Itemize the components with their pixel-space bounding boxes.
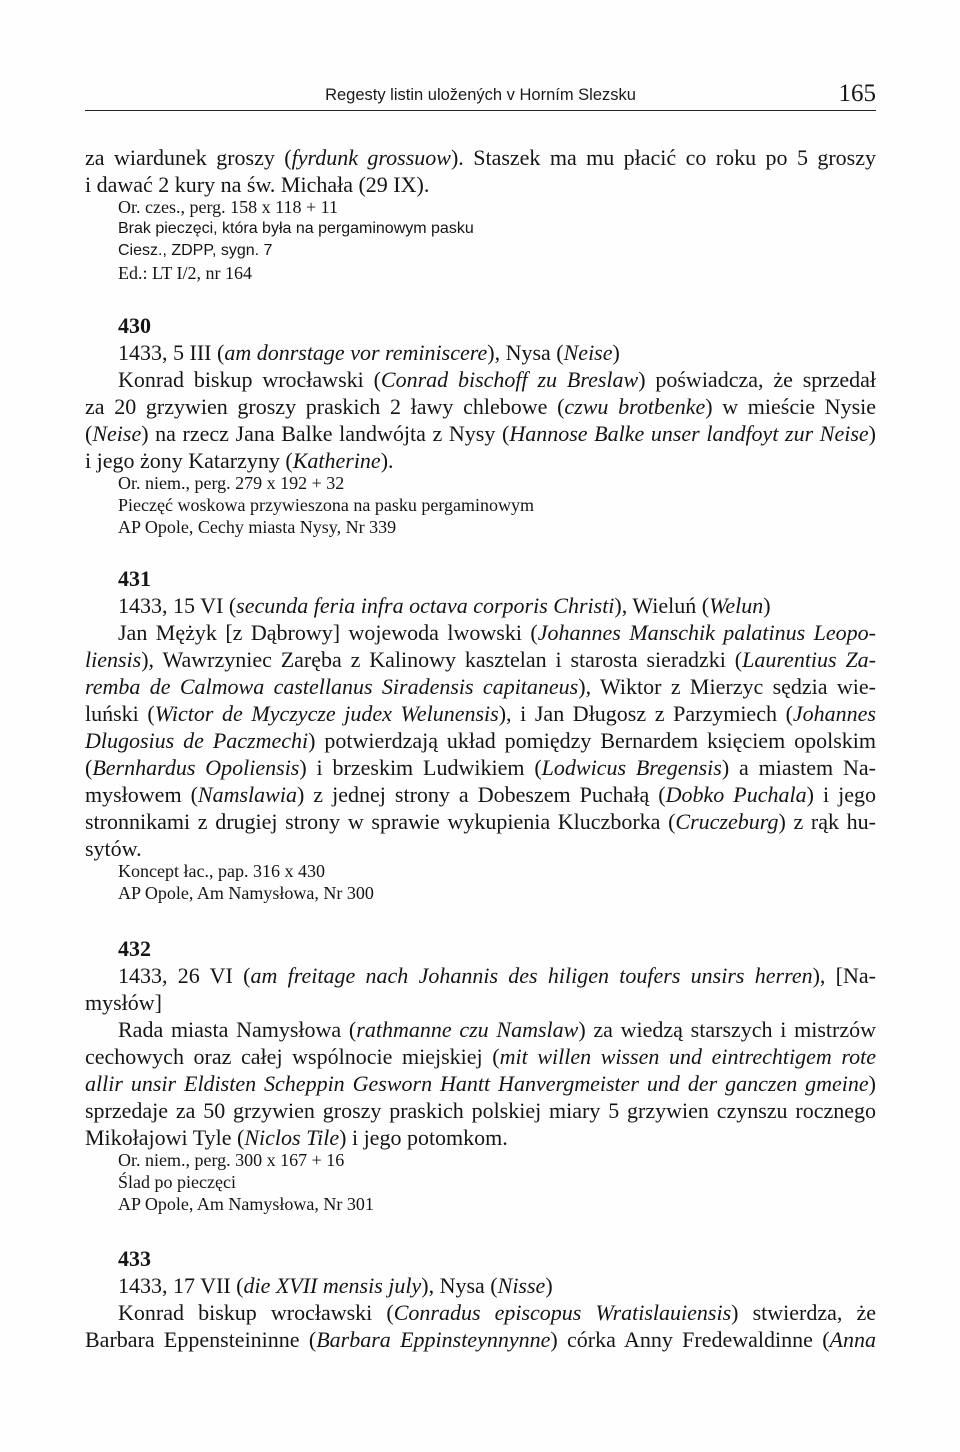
note-line: Ciesz., ZDPP, sygn. 7 [118,242,273,259]
text-line [85,447,876,474]
running-head [85,84,876,106]
text-segment: ). [380,447,394,473]
text-segment: ), Wieluń ( [614,592,710,618]
text-segment: ) [612,339,620,365]
archival-notes [85,1149,876,1215]
text-line [85,1124,876,1151]
running-title: Regesty listin uložených v Horním Slezsku [325,86,636,104]
text-segment: 1433, 17 VII ( [118,1272,244,1298]
text-segment: ), Nysa ( [487,339,564,365]
text-segment: ) córka Anny Fredewaldinne ( [550,1326,830,1352]
text-segment: ), Wiktor z Mierzyc sędzia wie- [578,673,876,699]
note-line: Ed.: LT I/2, nr 164 [118,263,252,283]
note-line: Or. niem., perg. 300 x 167 + 16 [118,1150,345,1170]
text-segment: ) i brzeskim Ludwikiem ( [299,754,542,780]
text-segment: stronnikami z drugiej strony w sprawie wykupienia Kluczborka ( [85,808,676,834]
original-language-quote: Neise [563,339,613,365]
text-line [85,1097,876,1124]
text-line [85,673,876,700]
text-segment: ) [545,1272,553,1298]
text-segment: 1433, 15 VI ( [118,592,237,618]
original-language-quote: Dlugosius de Paczmechi [85,727,309,753]
original-language-quote: Niclos Tile [244,1124,340,1150]
text-line [85,420,876,447]
original-language-quote: Lodwicus Bregensis [541,754,722,780]
text-line [85,646,876,673]
date-place-line [85,592,876,619]
text-segment: ) potwierdzają układ pomiędzy Bernardem księciem opolskim [308,727,876,753]
original-language-quote: secunda feria infra octava corporis Christi [236,592,615,618]
text-line [85,989,876,1016]
text-line [85,592,876,619]
date-place-line [85,962,876,1016]
text-segment: i dawać 2 kury na św. Michała (29 IX). [85,171,430,197]
text-segment: 1433, 5 III ( [118,339,225,365]
text-line [85,366,876,393]
entry-431 [85,565,876,905]
original-language-quote: remba de Calmowa castellanus Siradensis capitaneus [85,673,579,699]
original-language-quote: Bernhardus Opoliensis [92,754,300,780]
text-segment: ( [85,420,93,446]
regest-summary [85,144,876,198]
note-line: Or. niem., perg. 279 x 192 + 32 [118,473,345,493]
text-segment: za 20 grzywien groszy praskich 2 ławy chlebowe ( [85,393,565,419]
original-language-quote: liensis [85,646,142,672]
original-language-quote: die XVII mensis july [243,1272,422,1298]
text-line [85,393,876,420]
text-segment: Barbara Eppensteininne ( [85,1326,317,1352]
text-segment: ) za wiedzą starszych i mistrzów [578,1016,876,1042]
note-line: AP Opole, Am Namysłowa, Nr 300 [118,883,374,903]
text-line [85,1043,876,1070]
text-segment: Mikołajowi Tyle ( [85,1124,245,1150]
note-line: AP Opole, Cechy miasta Nysy, Nr 339 [118,517,397,537]
original-language-quote: Conradus episcopus Wratislauiensis [393,1299,732,1325]
text-line [85,754,876,781]
original-language-quote: Laurentius Za- [742,646,877,672]
original-language-quote: Barbara Eppinsteynnynne [316,1326,551,1352]
text-segment: cechowych oraz całej wspólnocie miejskiej ( [85,1043,500,1069]
date-place-line [85,339,876,366]
original-language-quote: Nisse [497,1272,546,1298]
text-segment: luński ( [85,700,155,726]
archival-notes [85,860,876,904]
original-language-quote: Welun [709,592,764,618]
text-segment: sprzedaje za 50 grzywien groszy praskich polskiej miary 5 grzywien czynszu rocznego [85,1097,876,1123]
entry-430 [85,312,876,539]
archival-notes [85,472,876,538]
original-language-quote: am freitage nach Johannis des hiligen toufers unsirs herren [250,962,813,988]
note-line: Or. czes., perg. 158 x 118 + 11 [118,197,338,217]
text-segment: mysłowem ( [85,781,198,807]
text-segment: ), [Na- [812,962,876,988]
regest-summary [85,1016,876,1151]
text-segment: ), Nysa ( [421,1272,498,1298]
text-segment: ) [868,1070,876,1096]
original-language-quote: rathmanne czu Namslaw [356,1016,579,1042]
text-line [85,727,876,754]
text-segment: ). Staszek ma mu płacić co roku po 5 groszy [450,144,877,170]
text-segment: ) w mieście Nysie [705,393,877,419]
original-language-quote: fyrdunk grossuow [291,144,451,170]
text-segment: ) z rąk hu- [778,808,876,834]
original-language-quote: Cruczeburg [675,808,779,834]
text-segment: ) poświadcza, że sprzedał [638,366,876,392]
note-line: Koncept łac., pap. 316 x 430 [118,861,325,881]
entry-number: 431 [118,565,151,591]
regest-summary [85,1299,876,1353]
text-segment: Rada miasta Namysłowa ( [118,1016,357,1042]
original-language-quote: allir unsir Eldisten Scheppin Gesworn Hantt Hanvergmeister und der ganczen gmeine [85,1070,869,1096]
text-segment: Jan Mężyk [z Dąbrowy] wojewoda lwowski ( [118,619,538,645]
page-number: 165 [838,80,876,107]
text-segment: ) stwierdza, że [731,1299,877,1325]
text-segment: ), i Jan Długosz z Parzymiech ( [498,700,793,726]
entry-number: 433 [118,1245,151,1271]
archival-notes [85,196,876,284]
date-place-line [85,1272,876,1299]
original-language-quote: Wictor de Myczycze judex Welunensis [154,700,499,726]
text-line [85,700,876,727]
text-segment: sytów. [85,835,142,861]
regest-summary [85,366,876,474]
original-language-quote: mit willen wissen und eintrechtigem rote [499,1043,876,1069]
note-line: Brak pieczęci, która była na pergaminowym pasku [118,220,474,237]
text-segment: ) z jednej strony a Dobeszem Puchałą ( [296,781,666,807]
text-segment: 1433, 26 VI ( [118,962,251,988]
text-segment: i jego żony Katarzyny ( [85,447,293,473]
text-line [85,171,876,198]
original-language-quote: Neise [92,420,142,446]
text-segment: ) [763,592,771,618]
original-language-quote: Namslawia [197,781,297,807]
original-language-quote: Katherine [292,447,381,473]
text-line [85,339,876,366]
text-line [85,808,876,835]
original-language-quote: czwu brotbenke [564,393,706,419]
original-language-quote: Hannose Balke unser landfoyt zur Neise [509,420,869,446]
note-line: Ślad po pieczęci [118,1172,236,1192]
entry-432 [85,935,876,1216]
text-line [85,1299,876,1326]
text-segment: Konrad biskup wrocławski ( [118,1299,394,1325]
entry-number: 430 [118,312,151,338]
original-language-quote: am donrstage vor reminiscere [224,339,488,365]
text-line [85,144,876,171]
regest-summary [85,619,876,862]
text-segment: ( [85,754,93,780]
entry-number: 432 [118,935,151,961]
text-line [85,781,876,808]
text-line [85,1326,876,1353]
original-language-quote: Dobko Puchala [665,781,807,807]
note-line: Pieczęć woskowa przywieszona na pasku pergaminowym [118,495,535,515]
text-line [85,1016,876,1043]
text-line [85,619,876,646]
text-segment: mysłów] [85,989,162,1015]
text-line [85,1272,876,1299]
entry-433 [85,1245,876,1353]
text-segment: ), Wawrzyniec Zaręba z Kalinowy kasztelan i starosta sieradzki ( [141,646,743,672]
note-line: AP Opole, Am Namysłowa, Nr 301 [118,1194,374,1214]
text-segment: Konrad biskup wrocławski ( [118,366,381,392]
text-line [85,1070,876,1097]
original-language-quote: Johannes [792,700,876,726]
text-segment: ) na rzecz Jana Balke landwójta z Nysy ( [141,420,510,446]
original-language-quote: Conrad bischoff zu Breslaw [380,366,639,392]
text-segment: ) i jego potomkom. [339,1124,508,1150]
entry-continuation [85,144,876,285]
text-segment: ) i jego [806,781,876,807]
text-segment: za wiardunek groszy ( [85,144,292,170]
text-line [85,962,876,989]
original-language-quote: Anna [829,1326,876,1352]
original-language-quote: Johannes Manschik palatinus Leopo- [537,619,876,645]
text-segment: ) [868,420,876,446]
text-segment: ) a miastem Na- [721,754,876,780]
text-line [85,835,876,862]
header-rule [85,110,876,111]
